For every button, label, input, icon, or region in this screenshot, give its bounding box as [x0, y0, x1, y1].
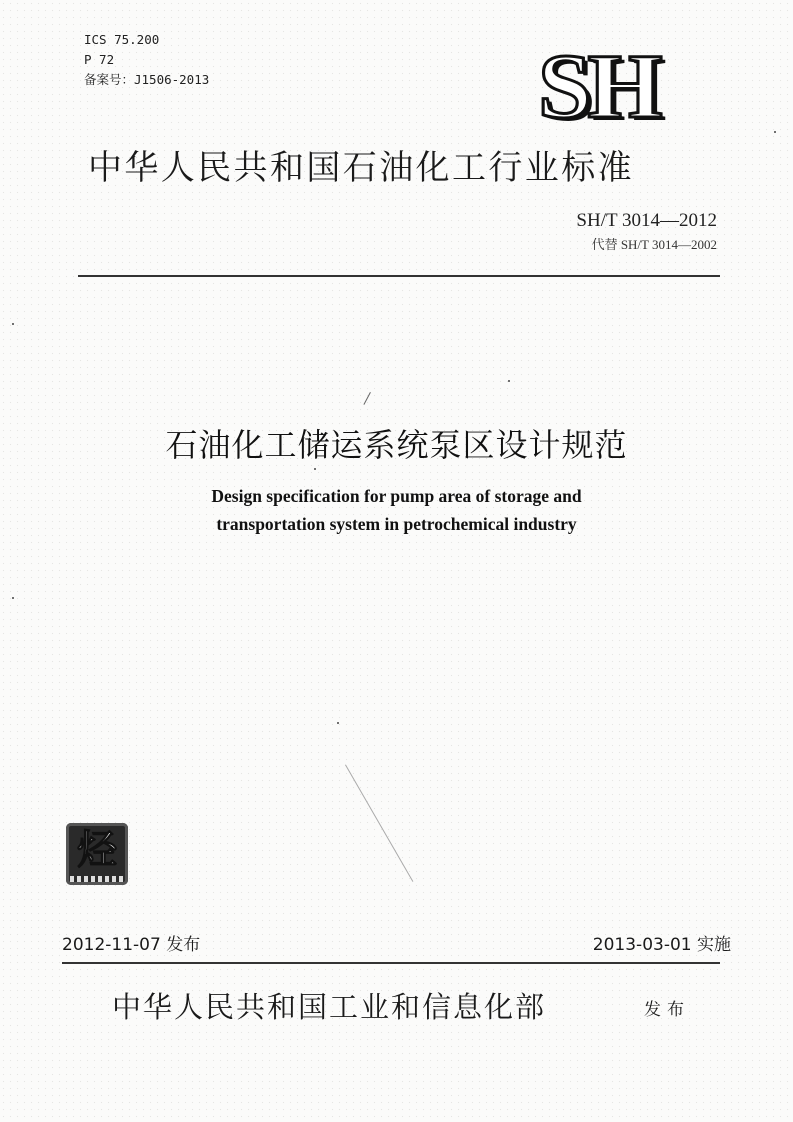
stamp-caption — [70, 876, 124, 882]
sh-logo — [538, 35, 708, 137]
standard-number: SH/T 3014—2012 — [576, 210, 717, 231]
classification-code: P 72 — [84, 52, 115, 67]
document-meta — [84, 30, 209, 90]
standard-number-block — [576, 210, 717, 253]
scan-speck — [508, 380, 510, 382]
scan-streak — [345, 765, 413, 882]
scan-speck — [12, 323, 14, 325]
header-divider — [78, 275, 720, 277]
footer-divider — [62, 962, 720, 964]
sh-logo-text: SH — [538, 35, 659, 137]
english-title-line-1: Design specification for pump area of storage and — [211, 486, 582, 506]
scan-speck — [337, 722, 339, 724]
ics-code: ICS 75.200 — [84, 32, 160, 47]
publish-label: 发布 — [644, 1000, 690, 1020]
implementation-date: 2013-03-01 实施 — [592, 935, 731, 955]
scan-speck — [774, 131, 776, 133]
scan-speck — [314, 468, 316, 470]
issue-date: 2012-11-07 发布 — [62, 935, 201, 955]
replaces-standard: 代替 SH/T 3014—2002 — [591, 237, 717, 252]
scan-speck — [12, 597, 14, 599]
document-title-english — [0, 482, 793, 538]
document-title-chinese: 石油化工储运系统泵区设计规范 — [165, 426, 628, 464]
scan-mark — [363, 392, 370, 405]
issuer-title: 中华人民共和国石油化工行业标准 — [88, 148, 634, 188]
filing-number: 备案号：J1506-2013 — [84, 72, 210, 87]
english-title-line-2: transportation system in petrochemical industry — [216, 514, 577, 534]
publisher-stamp — [66, 823, 128, 885]
stamp-glyph: 烃 — [77, 827, 117, 873]
issuing-ministry: 中华人民共和国工业和信息化部 — [112, 990, 547, 1024]
